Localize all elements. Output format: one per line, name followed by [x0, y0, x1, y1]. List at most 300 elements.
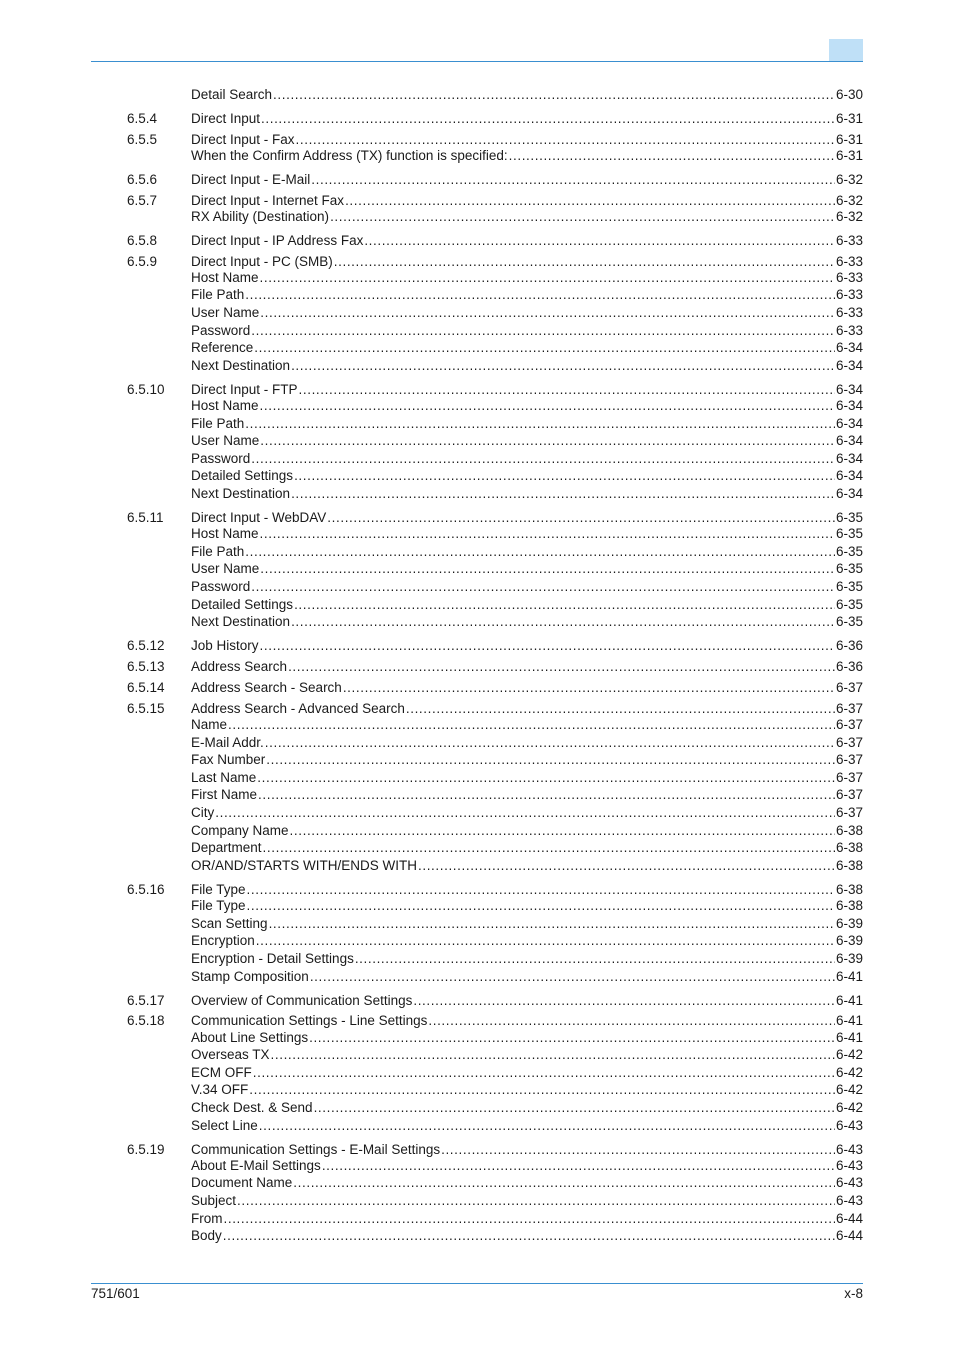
toc-section-number: 6.5.7	[127, 193, 158, 208]
toc-page-number[interactable]: 6-34	[835, 340, 863, 355]
toc-title[interactable]: Name	[191, 717, 228, 732]
toc-leader-dots	[253, 1064, 835, 1082]
toc-leader-dots	[260, 525, 835, 543]
toc-title[interactable]: Detailed Settings	[191, 597, 294, 612]
toc-page-number[interactable]: 6-35	[835, 544, 863, 559]
toc-entry[interactable]	[0, 1064, 954, 1082]
toc-title[interactable]: User Name	[191, 561, 260, 576]
toc-section-number: 6.5.19	[127, 1142, 165, 1157]
toc-title[interactable]: Stamp Composition	[191, 969, 309, 984]
toc-title[interactable]: Check Dest. & Send	[191, 1100, 313, 1115]
toc-entry[interactable]	[0, 596, 954, 614]
toc-page-number[interactable]: 6-35	[835, 561, 863, 576]
toc-entry-line	[191, 1081, 863, 1099]
toc-entry-line	[191, 1064, 863, 1082]
toc-entry-line	[191, 658, 863, 676]
toc-page-number[interactable]: 6-42	[835, 1100, 863, 1115]
toc-entry-line	[191, 86, 863, 104]
toc-entry[interactable]	[0, 208, 954, 226]
toc-title[interactable]: Direct Input - WebDAV	[191, 510, 327, 525]
toc-entry-line	[191, 839, 863, 857]
toc-entry[interactable]	[0, 467, 954, 485]
toc-leader-dots	[228, 716, 835, 734]
toc-leader-dots	[260, 304, 835, 322]
toc-entry[interactable]	[0, 485, 954, 503]
footer-model: 751/601	[91, 1286, 140, 1301]
toc-title[interactable]: Direct Input - FTP	[191, 382, 298, 397]
toc-page-number[interactable]: 6-43	[835, 1175, 863, 1190]
toc-entry[interactable]	[0, 1157, 954, 1175]
toc-page-number[interactable]: 6-44	[835, 1228, 863, 1243]
toc-entry[interactable]	[0, 769, 954, 787]
footer-rule	[91, 1283, 863, 1284]
toc-title[interactable]: Direct Input	[191, 111, 261, 126]
toc-title[interactable]: Next Destination	[191, 486, 291, 501]
toc-page-number[interactable]: 6-36	[835, 659, 863, 674]
toc-entry[interactable]	[0, 357, 954, 375]
toc-title[interactable]: Detailed Settings	[191, 468, 294, 483]
toc-entry-line	[191, 578, 863, 596]
toc-entry[interactable]	[0, 560, 954, 578]
toc-page-number[interactable]: 6-39	[835, 933, 863, 948]
toc-page-number[interactable]: 6-37	[835, 701, 863, 716]
toc-entry[interactable]	[0, 269, 954, 287]
toc-leader-dots	[330, 208, 835, 226]
toc-section-number: 6.5.13	[127, 659, 165, 674]
toc-entry[interactable]	[0, 1192, 954, 1210]
toc-title[interactable]: Next Destination	[191, 614, 291, 629]
toc-entry[interactable]	[0, 432, 954, 450]
toc-section-number: 6.5.8	[127, 233, 158, 248]
toc-page-number[interactable]: 6-35	[835, 526, 863, 541]
toc-leader-dots	[343, 679, 835, 697]
toc-page-number[interactable]: 6-35	[835, 510, 863, 525]
toc-entry-line	[191, 450, 863, 468]
toc-leader-dots	[290, 822, 835, 840]
toc-title[interactable]: Direct Input - IP Address Fax	[191, 233, 364, 248]
toc-title[interactable]: File Path	[191, 544, 245, 559]
toc-entry[interactable]	[0, 1117, 954, 1135]
toc-page-number[interactable]: 6-37	[835, 787, 863, 802]
toc-entry[interactable]	[0, 525, 954, 543]
toc-title[interactable]: When the Confirm Address (TX) function is specified:	[191, 148, 508, 163]
toc-page-number[interactable]: 6-34	[835, 433, 863, 448]
toc-leader-dots	[237, 1192, 835, 1210]
toc-entry-line	[191, 804, 863, 822]
toc-leader-dots	[245, 415, 835, 433]
toc-page-number[interactable]: 6-35	[835, 614, 863, 629]
toc-title[interactable]: Last Name	[191, 770, 257, 785]
toc-entry[interactable]	[0, 397, 954, 415]
toc-leader-dots	[245, 543, 835, 561]
toc-page-number[interactable]: 6-34	[835, 382, 863, 397]
toc-page-number[interactable]: 6-34	[835, 451, 863, 466]
toc-entry[interactable]	[0, 804, 954, 822]
toc-entry[interactable]	[0, 1012, 954, 1030]
toc-entry[interactable]	[0, 751, 954, 769]
toc-leader-dots	[260, 269, 835, 287]
toc-title[interactable]: User Name	[191, 305, 260, 320]
toc-entry-line	[191, 1029, 863, 1047]
toc-page-number[interactable]: 6-43	[835, 1118, 863, 1133]
toc-page-number[interactable]: 6-33	[835, 305, 863, 320]
toc-entry[interactable]	[0, 450, 954, 468]
toc-title[interactable]: About E-Mail Settings	[191, 1158, 321, 1173]
toc-leader-dots	[309, 1029, 835, 1047]
toc-entry-line	[191, 613, 863, 631]
toc-title[interactable]: From	[191, 1211, 223, 1226]
toc-leader-dots	[260, 397, 835, 415]
toc-entry-line	[191, 304, 863, 322]
toc-leader-dots	[288, 658, 835, 676]
toc-page-number[interactable]: 6-43	[835, 1193, 863, 1208]
toc-leader-dots	[258, 786, 835, 804]
toc-title[interactable]: Job History	[191, 638, 259, 653]
toc-leader-dots	[269, 915, 835, 933]
toc-entry-line	[191, 716, 863, 734]
toc-entry-line	[191, 269, 863, 287]
toc-section-number: 6.5.17	[127, 993, 165, 1008]
toc-leader-dots	[266, 751, 835, 769]
toc-page-number[interactable]: 6-34	[835, 468, 863, 483]
toc-entry[interactable]	[0, 968, 954, 986]
toc-section-number: 6.5.11	[127, 510, 164, 525]
toc-leader-dots	[294, 467, 835, 485]
toc-leader-dots	[260, 432, 835, 450]
toc-section-number: 6.5.4	[127, 111, 158, 126]
toc-page-number[interactable]: 6-33	[835, 287, 863, 302]
toc-section-number: 6.5.14	[127, 680, 165, 695]
toc-page-number[interactable]: 6-33	[835, 254, 863, 269]
toc-entry-line	[191, 147, 863, 165]
toc-leader-dots	[215, 804, 835, 822]
toc-entry-line	[191, 1099, 863, 1117]
toc-entry[interactable]	[0, 786, 954, 804]
toc-title[interactable]: File Type	[191, 882, 246, 897]
toc-entry[interactable]	[0, 578, 954, 596]
toc-entry-line	[191, 322, 863, 340]
toc-entry[interactable]	[0, 86, 954, 104]
toc-entry[interactable]	[0, 857, 954, 875]
toc-entry[interactable]	[0, 679, 954, 697]
toc-leader-dots	[265, 734, 835, 752]
toc-page-number[interactable]: 6-42	[835, 1047, 863, 1062]
toc-title[interactable]: File Path	[191, 287, 245, 302]
toc-title[interactable]: Direct Input - Internet Fax	[191, 193, 345, 208]
toc-entry[interactable]	[0, 1081, 954, 1099]
toc-title[interactable]: Body	[191, 1228, 222, 1243]
toc-entry-line	[191, 339, 863, 357]
toc-section-number: 6.5.10	[127, 382, 165, 397]
toc-entry[interactable]	[0, 716, 954, 734]
toc-entry-line	[191, 857, 863, 875]
toc-page-number[interactable]: 6-41	[835, 993, 863, 1008]
toc-entry[interactable]	[0, 1210, 954, 1228]
toc-entry[interactable]	[0, 932, 954, 950]
toc-title[interactable]: Password	[191, 323, 251, 338]
toc-entry-line	[191, 232, 863, 250]
toc-page-number[interactable]: 6-41	[835, 969, 863, 984]
toc-entry-line	[191, 110, 863, 128]
toc-entry-line	[191, 786, 863, 804]
toc-entry-line	[191, 769, 863, 787]
toc-section-number: 6.5.6	[127, 172, 158, 187]
toc-title[interactable]: Next Destination	[191, 358, 291, 373]
toc-page-number[interactable]: 6-43	[835, 1158, 863, 1173]
toc-leader-dots	[293, 1174, 835, 1192]
toc-leader-dots	[251, 578, 835, 596]
toc-page-number[interactable]: 6-37	[835, 752, 863, 767]
toc-title[interactable]: Fax Number	[191, 752, 266, 767]
toc-leader-dots	[273, 86, 835, 104]
toc-title[interactable]: Overview of Communication Settings	[191, 993, 413, 1008]
toc-leader-dots	[251, 322, 835, 340]
toc-page-number[interactable]: 6-35	[835, 597, 863, 612]
toc-entry[interactable]	[0, 839, 954, 857]
toc-leader-dots	[260, 637, 835, 655]
toc-title[interactable]: Direct Input - Fax	[191, 132, 295, 147]
toc-entry-line	[191, 637, 863, 655]
toc-section-number: 6.5.5	[127, 132, 158, 147]
toc-section-number: 6.5.12	[127, 638, 165, 653]
toc-page-number[interactable]: 6-43	[835, 1142, 863, 1157]
toc-page-number[interactable]: 6-34	[835, 486, 863, 501]
toc-entry[interactable]	[0, 147, 954, 165]
toc-title[interactable]: First Name	[191, 787, 258, 802]
toc-title[interactable]: Select Line	[191, 1118, 258, 1133]
toc-entry-line	[191, 932, 863, 950]
toc-entry-line	[191, 751, 863, 769]
toc-entry-line	[191, 822, 863, 840]
toc-entry-line	[191, 286, 863, 304]
toc-title[interactable]: Detail Search	[191, 87, 273, 102]
toc-section-number: 6.5.15	[127, 701, 165, 716]
toc-title[interactable]: OR/AND/STARTS WITH/ENDS WITH	[191, 858, 417, 873]
toc-entry-line	[191, 968, 863, 986]
toc-leader-dots	[263, 839, 835, 857]
toc-leader-dots	[260, 560, 835, 578]
toc-page-number[interactable]: 6-39	[835, 916, 863, 931]
toc-page-number[interactable]: 6-38	[835, 840, 863, 855]
toc-entry[interactable]	[0, 613, 954, 631]
toc-entry-line	[191, 467, 863, 485]
toc-leader-dots	[322, 1157, 835, 1175]
toc-title[interactable]: Direct Input - PC (SMB)	[191, 254, 333, 269]
toc-title[interactable]: Document Name	[191, 1175, 293, 1190]
toc-leader-dots	[291, 485, 835, 503]
toc-title[interactable]: Scan Setting	[191, 916, 268, 931]
toc-leader-dots	[245, 286, 835, 304]
toc-entry-line	[191, 525, 863, 543]
toc-leader-dots	[259, 1117, 835, 1135]
toc-entry-line	[191, 1227, 863, 1245]
toc-title[interactable]: Address Search	[191, 659, 288, 674]
toc-entry-line	[191, 397, 863, 415]
toc-entry-line	[191, 1210, 863, 1228]
toc-entry[interactable]	[0, 1099, 954, 1117]
toc-entry-line	[191, 1046, 863, 1064]
toc-entry[interactable]	[0, 992, 954, 1010]
toc-entry-line	[191, 1012, 863, 1030]
toc-page-number[interactable]: 6-38	[835, 858, 863, 873]
toc-entry[interactable]	[0, 339, 954, 357]
toc-title[interactable]: Communication Settings - E-Mail Settings	[191, 1142, 441, 1157]
toc-page-number[interactable]: 6-31	[835, 132, 863, 147]
toc-leader-dots	[291, 357, 835, 375]
toc-entry[interactable]	[0, 637, 954, 655]
toc-entry-line	[191, 915, 863, 933]
toc-entry[interactable]	[0, 897, 954, 915]
toc-entry-line	[191, 734, 863, 752]
footer-page-number: x-8	[844, 1286, 863, 1301]
toc-entry-line	[191, 415, 863, 433]
toc-leader-dots	[509, 147, 835, 165]
toc-title[interactable]: Encryption - Detail Settings	[191, 951, 354, 966]
toc-page-number[interactable]: 6-37	[835, 680, 863, 695]
toc-leader-dots	[224, 1210, 835, 1228]
toc-entry-line	[191, 1192, 863, 1210]
toc-title[interactable]: Host Name	[191, 398, 259, 413]
toc-entry-line	[191, 560, 863, 578]
toc-page-number[interactable]: 6-39	[835, 951, 863, 966]
toc-page-number[interactable]: 6-35	[835, 579, 863, 594]
toc-entry-line	[191, 1174, 863, 1192]
toc-entry[interactable]	[0, 822, 954, 840]
toc-page-number[interactable]: 6-31	[835, 148, 863, 163]
toc-title[interactable]: Communication Settings - Line Settings	[191, 1013, 428, 1028]
toc-page-number[interactable]: 6-37	[835, 735, 863, 750]
toc-title[interactable]: Reference	[191, 340, 254, 355]
toc-leader-dots	[418, 857, 835, 875]
toc-entry[interactable]	[0, 415, 954, 433]
toc-page-number[interactable]: 6-42	[835, 1082, 863, 1097]
toc-entry-line	[191, 596, 863, 614]
toc-entry[interactable]	[0, 1046, 954, 1064]
toc-section-number: 6.5.16	[127, 882, 165, 897]
toc-entry[interactable]	[0, 322, 954, 340]
toc-page-number[interactable]: 6-36	[835, 638, 863, 653]
toc-leader-dots	[254, 339, 835, 357]
toc-page-number[interactable]: 6-37	[835, 805, 863, 820]
toc-title[interactable]: Address Search - Advanced Search	[191, 701, 405, 716]
toc-leader-dots	[355, 950, 835, 968]
toc-title[interactable]: RX Ability (Destination)	[191, 209, 330, 224]
toc-leader-dots	[294, 596, 835, 614]
toc-page-number[interactable]: 6-33	[835, 270, 863, 285]
toc-title[interactable]: Department	[191, 840, 262, 855]
toc-leader-dots	[311, 171, 835, 189]
toc-leader-dots	[310, 968, 835, 986]
toc-page-number[interactable]: 6-44	[835, 1211, 863, 1226]
toc-entry-line	[191, 432, 863, 450]
toc-leader-dots	[257, 769, 835, 787]
toc-leader-dots	[223, 1227, 835, 1245]
toc-entry-line	[191, 171, 863, 189]
toc-title[interactable]: About Line Settings	[191, 1030, 309, 1045]
toc-title[interactable]: Address Search - Search	[191, 680, 342, 695]
toc-page-number[interactable]: 6-30	[835, 87, 863, 102]
toc-entry[interactable]	[0, 1029, 954, 1047]
toc-entry[interactable]	[0, 734, 954, 752]
toc-entry-line	[191, 679, 863, 697]
toc-title[interactable]: City	[191, 805, 215, 820]
toc-page-number[interactable]: 6-38	[835, 898, 863, 913]
toc-leader-dots	[428, 1012, 835, 1030]
toc-title[interactable]: Password	[191, 579, 251, 594]
toc-entry[interactable]	[0, 232, 954, 250]
toc-leader-dots	[251, 450, 835, 468]
toc-entry[interactable]	[0, 171, 954, 189]
toc-title[interactable]: ECM OFF	[191, 1065, 252, 1080]
toc-title[interactable]: Company Name	[191, 823, 289, 838]
toc-leader-dots	[249, 1081, 835, 1099]
toc-entry[interactable]	[0, 1227, 954, 1245]
toc-title[interactable]: Overseas TX	[191, 1047, 270, 1062]
toc-entry[interactable]	[0, 915, 954, 933]
toc-title[interactable]: Direct Input - E-Mail	[191, 172, 311, 187]
toc-page-number[interactable]: 6-31	[835, 111, 863, 126]
toc-title[interactable]: User Name	[191, 433, 260, 448]
toc-page-number[interactable]: 6-37	[835, 717, 863, 732]
toc-page-number[interactable]: 6-32	[835, 209, 863, 224]
toc-entry[interactable]	[0, 1174, 954, 1192]
toc-entry[interactable]	[0, 110, 954, 128]
toc-page-number[interactable]: 6-33	[835, 323, 863, 338]
toc-leader-dots	[271, 1046, 835, 1064]
toc-page-number[interactable]: 6-34	[835, 398, 863, 413]
toc-title[interactable]: Host Name	[191, 526, 259, 541]
toc-leader-dots	[314, 1099, 835, 1117]
toc-entry-line	[191, 208, 863, 226]
toc-entry[interactable]	[0, 658, 954, 676]
toc-title[interactable]: Password	[191, 451, 251, 466]
toc-entry-line	[191, 357, 863, 375]
toc-entry[interactable]	[0, 286, 954, 304]
toc-title[interactable]: Subject	[191, 1193, 237, 1208]
toc-entry-line	[191, 543, 863, 561]
toc-page-number[interactable]: 6-41	[835, 1030, 863, 1045]
toc-entry[interactable]	[0, 304, 954, 322]
toc-entry-line	[191, 950, 863, 968]
toc-page-number[interactable]: 6-32	[835, 193, 863, 208]
toc-leader-dots	[247, 897, 835, 915]
toc-leader-dots	[413, 992, 835, 1010]
toc-page-number[interactable]: 6-38	[835, 882, 863, 897]
toc-title[interactable]: E-Mail Addr.	[191, 735, 264, 750]
toc-section-number: 6.5.18	[127, 1013, 165, 1028]
toc-page-number[interactable]: 6-41	[835, 1013, 863, 1028]
toc-title[interactable]: Host Name	[191, 270, 259, 285]
toc-page-number[interactable]: 6-34	[835, 416, 863, 431]
toc-entry-line	[191, 992, 863, 1010]
toc-page-number[interactable]: 6-33	[835, 233, 863, 248]
toc-entry[interactable]	[0, 950, 954, 968]
toc-page-number[interactable]: 6-38	[835, 823, 863, 838]
toc-title[interactable]: File Type	[191, 898, 246, 913]
toc-leader-dots	[291, 613, 835, 631]
toc-title[interactable]: Encryption	[191, 933, 255, 948]
toc-title[interactable]: V.34 OFF	[191, 1082, 249, 1097]
toc-leader-dots	[261, 110, 835, 128]
toc-page-number[interactable]: 6-34	[835, 358, 863, 373]
toc-page-number[interactable]: 6-32	[835, 172, 863, 187]
toc-page-number[interactable]: 6-37	[835, 770, 863, 785]
toc-leader-dots	[364, 232, 835, 250]
toc-entry-line	[191, 485, 863, 503]
toc-entry[interactable]	[0, 543, 954, 561]
toc-page-number[interactable]: 6-42	[835, 1065, 863, 1080]
toc-title[interactable]: File Path	[191, 416, 245, 431]
